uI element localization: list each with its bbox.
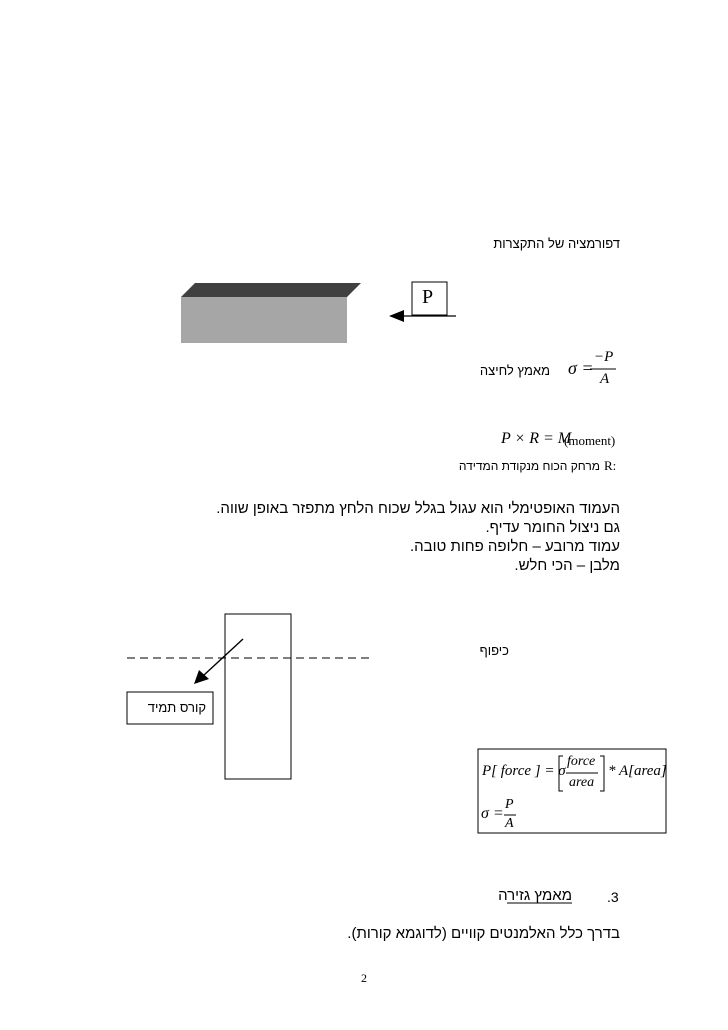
sigma-denominator: A [600,371,610,387]
formula-line2-denominator: A [505,816,514,831]
r-definition-text: מרחק הכוח מנקודת המדידה [458,459,600,473]
heading-deformation: דפורמציה של התקצרות [493,236,620,251]
moment-note: (moment) [564,433,616,448]
force-arrow-head [389,310,404,322]
column-paragraph-line-1: העמוד האופטימלי הוא עגול בגלל שכוח הלחץ מתפזר באופן שווה. [216,500,620,517]
sigma-lhs: σ = [568,358,594,378]
formula-line1-rhs: * A[area] [608,763,667,779]
formula-line2-lhs: σ = [481,805,504,822]
right-bracket [600,756,604,791]
column-paragraph-line-2: גם ניצול החומר עדיף. [485,519,620,536]
bending-label: כיפוף [479,643,509,658]
p-box-label: P [422,286,434,308]
formula-area-denominator: area [569,775,595,790]
moment-formula: P × R = M [501,430,572,447]
r-symbol: R: [604,458,617,473]
section-text: בדרך כלל האלמנטים קוויים (לדוגמא קורות). [347,925,620,942]
formula-line1-lhs: P[ force ] = σ [482,763,566,779]
formula-force-numerator: force [567,754,596,769]
block-front-face [181,297,347,343]
permanent-course-label: קורס תמיד [147,700,206,715]
block-top-face [181,283,361,297]
column-paragraph-line-3: עמוד מרובע – חלופה פחות טובה. [409,538,620,555]
page-number: 2 [361,971,367,985]
section-number: .3 [607,889,619,905]
column-paragraph-line-4: מלבן – הכי חלש. [514,557,620,574]
column-rectangle [225,614,291,779]
section-title: מאמץ גזירה [498,887,572,904]
formula-line2-numerator: P [505,797,514,812]
sigma-numerator: −P [594,349,614,365]
label-pointer-line [204,639,243,675]
compression-stress-label: מאמץ לחיצה [479,363,550,378]
